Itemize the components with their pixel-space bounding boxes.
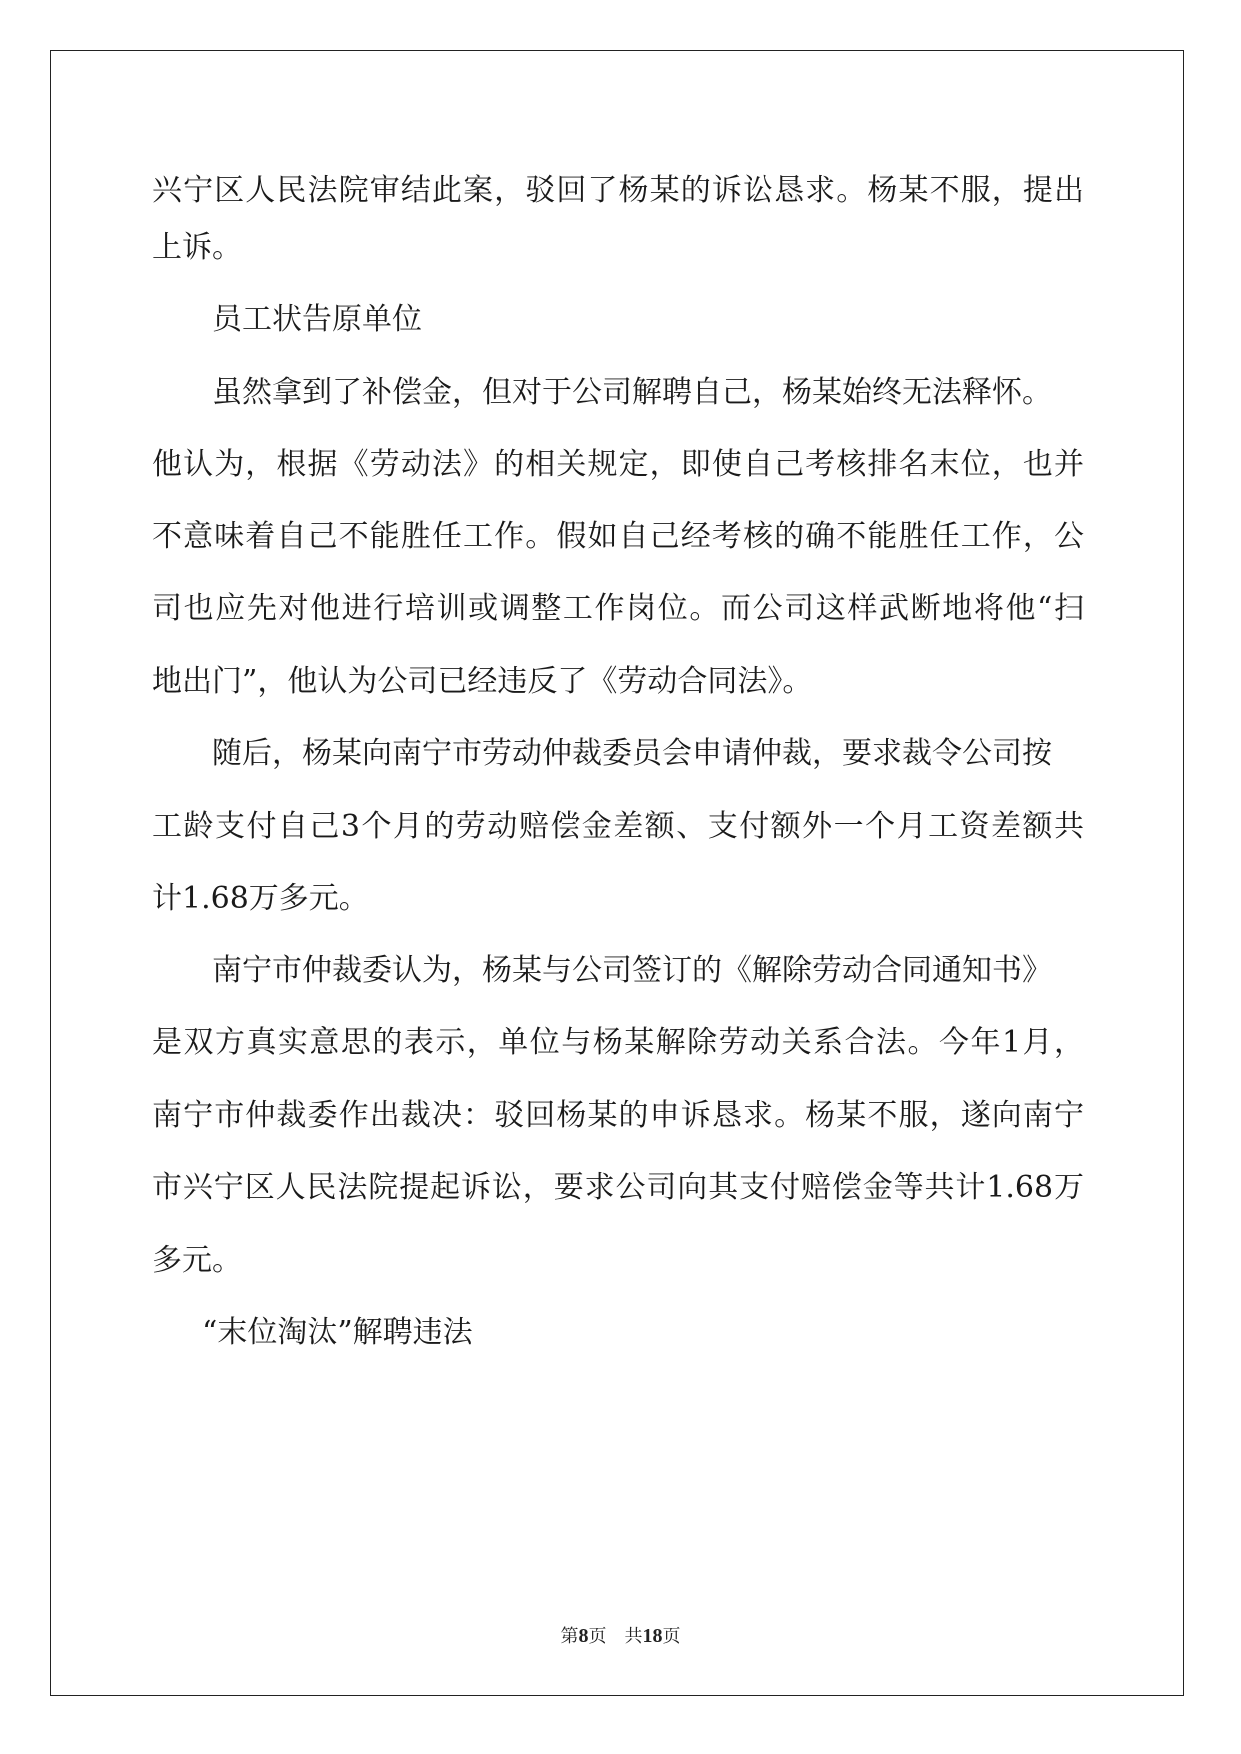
footer-suffix: 页	[662, 1626, 681, 1647]
text-line: 随后，杨某向南宁市劳动仲裁委员会申请仲裁，要求裁令公司按	[212, 736, 1052, 771]
text-line: 兴宁区人民法院审结此案，驳回了杨某的诉讼恳求。杨某不服，提出	[152, 173, 1084, 208]
section-heading: 员工状告原单位	[212, 302, 422, 337]
current-page-number: 8	[578, 1625, 589, 1647]
text-line: 司也应先对他进行培训或调整工作岗位。而公司这样武断地将他“扫	[152, 591, 1084, 626]
section-heading: “末位淘汰”解聘违法	[202, 1315, 473, 1350]
text-line: 他认为，根据《劳动法》的相关规定，即使自己考核排名末位，也并	[152, 447, 1084, 482]
text-line: 上诉。	[152, 230, 242, 265]
text-line: 是双方真实意思的表示，单位与杨某解除劳动关系合法。今年1月，	[152, 1025, 1084, 1060]
text-line: 计1.68万多元。	[152, 881, 369, 916]
total-page-number: 18	[642, 1625, 663, 1647]
footer-middle: 页 共	[588, 1626, 643, 1647]
footer-prefix: 第	[560, 1626, 579, 1647]
text-line: 工龄支付自己3个月的劳动赔偿金差额、支付额外一个月工资差额共	[152, 809, 1084, 844]
page-footer	[0, 1622, 1241, 1648]
text-line: 不意味着自己不能胜任工作。假如自己经考核的确不能胜任工作，公	[152, 519, 1084, 554]
text-line: 南宁市仲裁委作出裁决：驳回杨某的申诉恳求。杨某不服，遂向南宁	[152, 1098, 1084, 1133]
text-line: 多元。	[152, 1243, 242, 1278]
text-line: 市兴宁区人民法院提起诉讼，要求公司向其支付赔偿金等共计1.68万	[152, 1170, 1084, 1205]
text-line: 南宁市仲裁委认为，杨某与公司签订的《解除劳动合同通知书》	[212, 953, 1052, 988]
text-line: 虽然拿到了补偿金，但对于公司解聘自己，杨某始终无法释怀。	[212, 375, 1052, 410]
text-line: 地出门”，他认为公司已经违反了《劳动合同法》。	[152, 664, 813, 699]
